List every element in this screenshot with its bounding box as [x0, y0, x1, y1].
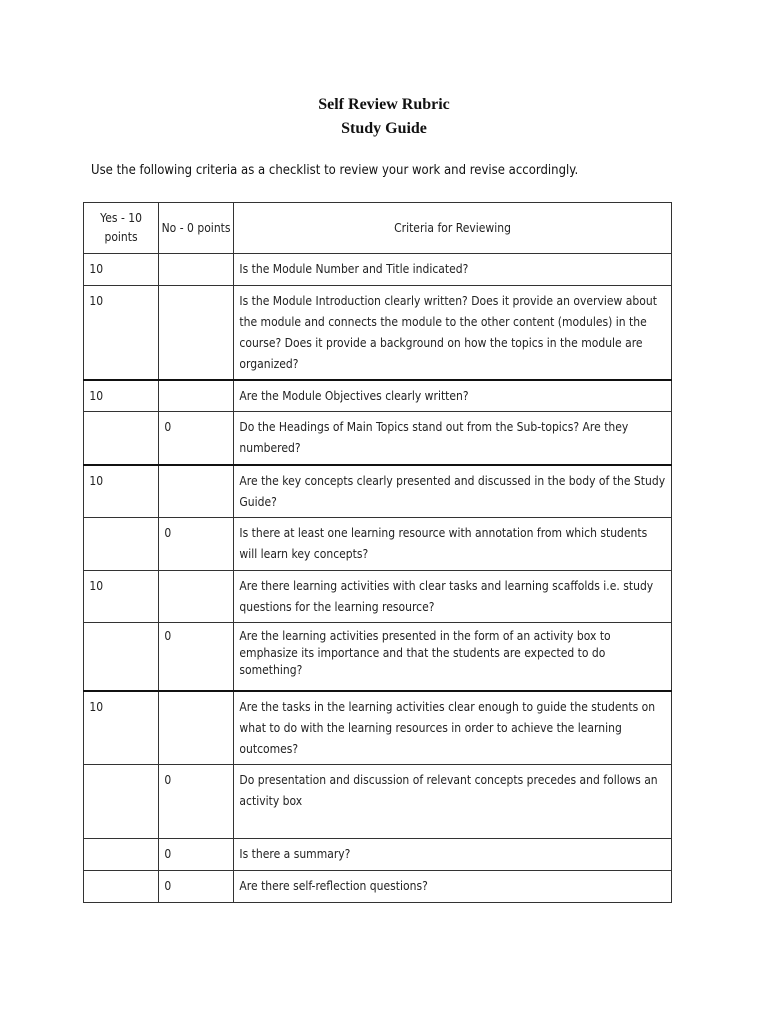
- cell-yes: 10: [84, 380, 159, 412]
- cell-criteria: Are the Module Objectives clearly written?: [234, 380, 672, 412]
- document-title: Self Review Rubric: [318, 96, 450, 113]
- cell-yes: [84, 518, 159, 571]
- cell-no: [159, 380, 234, 412]
- cell-yes: [84, 871, 159, 903]
- cell-yes: 10: [84, 571, 159, 623]
- table-row: [84, 691, 672, 765]
- cell-criteria: Is the Module Number and Title indicated?: [234, 254, 672, 286]
- table-row: [84, 465, 672, 518]
- table-row: [84, 518, 672, 571]
- cell-no: [159, 571, 234, 623]
- cell-no: [159, 286, 234, 381]
- table-row: [84, 765, 672, 839]
- cell-yes: [84, 765, 159, 839]
- cell-yes: [84, 412, 159, 465]
- table-row: [84, 380, 672, 412]
- header-row: [84, 203, 672, 254]
- cell-criteria: Do presentation and discussion of relevant concepts precedes and follows an activity box: [234, 765, 672, 839]
- table-row: [84, 254, 672, 286]
- cell-no: 0: [159, 765, 234, 839]
- table-row: [84, 286, 672, 381]
- cell-criteria: Are there self-reflection questions?: [234, 871, 672, 903]
- instructions-text: Use the following criteria as a checklist to review your work and revise accordingly.: [91, 163, 579, 178]
- cell-no: 0: [159, 412, 234, 465]
- table-row: [84, 623, 672, 691]
- title-block: [0, 93, 768, 141]
- cell-no: 0: [159, 839, 234, 871]
- table-row: [84, 571, 672, 623]
- cell-yes: 10: [84, 691, 159, 765]
- table-row: [84, 839, 672, 871]
- cell-criteria: Is there at least one learning resource with annotation from which students will learn key concepts?: [234, 518, 672, 571]
- rubric-table: [83, 202, 672, 903]
- cell-yes: 10: [84, 286, 159, 381]
- document-subtitle: Study Guide: [341, 120, 427, 137]
- cell-criteria: Are the tasks in the learning activities clear enough to guide the students on what to do with the learning resources in order to achieve the learning outcomes?: [234, 691, 672, 765]
- cell-no: [159, 465, 234, 518]
- cell-yes: [84, 623, 159, 691]
- table-row: [84, 412, 672, 465]
- cell-criteria: Are the key concepts clearly presented and discussed in the body of the Study Guide?: [234, 465, 672, 518]
- table-row: [84, 871, 672, 903]
- cell-no: 0: [159, 623, 234, 691]
- cell-yes: 10: [84, 465, 159, 518]
- cell-criteria: Do the Headings of Main Topics stand out from the Sub-topics? Are they numbered?: [234, 412, 672, 465]
- cell-no: [159, 254, 234, 286]
- cell-criteria: Are there learning activities with clear tasks and learning scaffolds i.e. study questions for the learning resource?: [234, 571, 672, 623]
- cell-no: 0: [159, 871, 234, 903]
- cell-yes: 10: [84, 254, 159, 286]
- cell-criteria: Are the learning activities presented in the form of an activity box to emphasize its importance and that the students are expected to do something?: [234, 623, 672, 691]
- cell-yes: [84, 839, 159, 871]
- cell-no: 0: [159, 518, 234, 571]
- header-no: No - 0 points: [159, 203, 234, 254]
- cell-criteria: Is there a summary?: [234, 839, 672, 871]
- cell-no: [159, 691, 234, 765]
- cell-criteria: Is the Module Introduction clearly written? Does it provide an overview about the module and connects the module to the other content (modules) in the course? Does it provide a background on how the topics in the module are organized?: [234, 286, 672, 381]
- header-criteria: Criteria for Reviewing: [234, 203, 672, 254]
- header-yes: Yes - 10 points: [84, 203, 159, 254]
